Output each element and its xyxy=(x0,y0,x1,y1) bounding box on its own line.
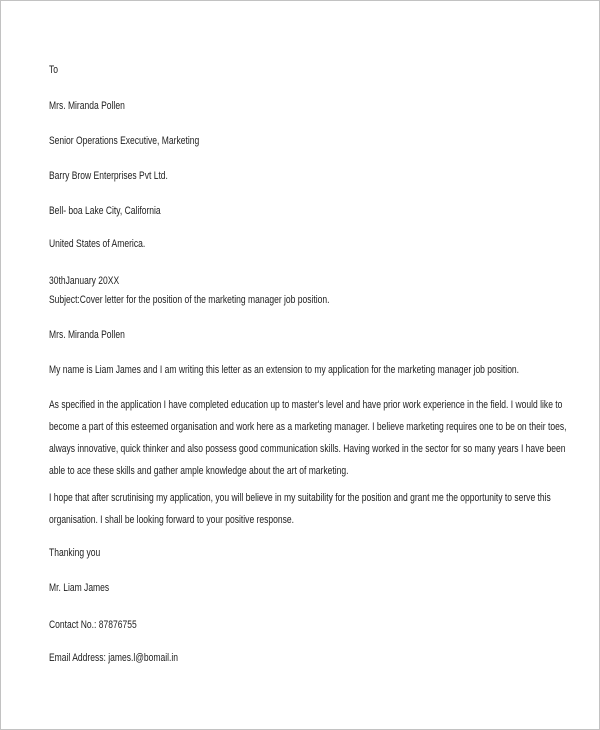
contact-line: Contact No.: 87876755 xyxy=(49,619,137,631)
signature-line: Mr. Liam James xyxy=(49,582,110,594)
email-line: Email Address: james.l@bomail.in xyxy=(49,652,179,664)
body-paragraph-experience: As specified in the application I have completed education up to master's level and have prior work experience in the field. I would like to become a part of this esteemed organisation and work here as a marketing manager. I believe marketing requires one to be on their toes, always innovative, quick thinker and also possess good communication skills. Having worked in the sector for so many years I have been able to ace these skills and gather ample knowledge about the art of marketing. xyxy=(49,399,567,477)
body-paragraph-hope: I hope that after scrutinising my application, you will believe in my suitability for the position and grant me the opportunity to serve this organisation. I shall be looking forward to your positive response. xyxy=(49,492,551,526)
recipient-country-line: United States of America. xyxy=(49,238,146,250)
salutation-line: Mrs. Miranda Pollen xyxy=(49,329,125,341)
recipient-title-line: Senior Operations Executive, Marketing xyxy=(49,135,200,147)
recipient-to-line: To xyxy=(49,64,59,76)
subject-line: Subject:Cover letter for the position of the marketing manager job position. xyxy=(49,294,330,306)
letter-content xyxy=(49,1,570,665)
body-paragraph-intro: My name is Liam James and I am writing this letter as an extension to my application for the marketing manager job position. xyxy=(49,364,520,376)
recipient-name-line: Mrs. Miranda Pollen xyxy=(49,100,125,112)
closing-line: Thanking you xyxy=(49,547,101,559)
recipient-city-line: Bell- boa Lake City, California xyxy=(49,205,161,217)
recipient-company-line: Barry Brow Enterprises Pvt Ltd. xyxy=(49,170,168,182)
date-line: 30thJanuary 20XX xyxy=(49,275,120,287)
